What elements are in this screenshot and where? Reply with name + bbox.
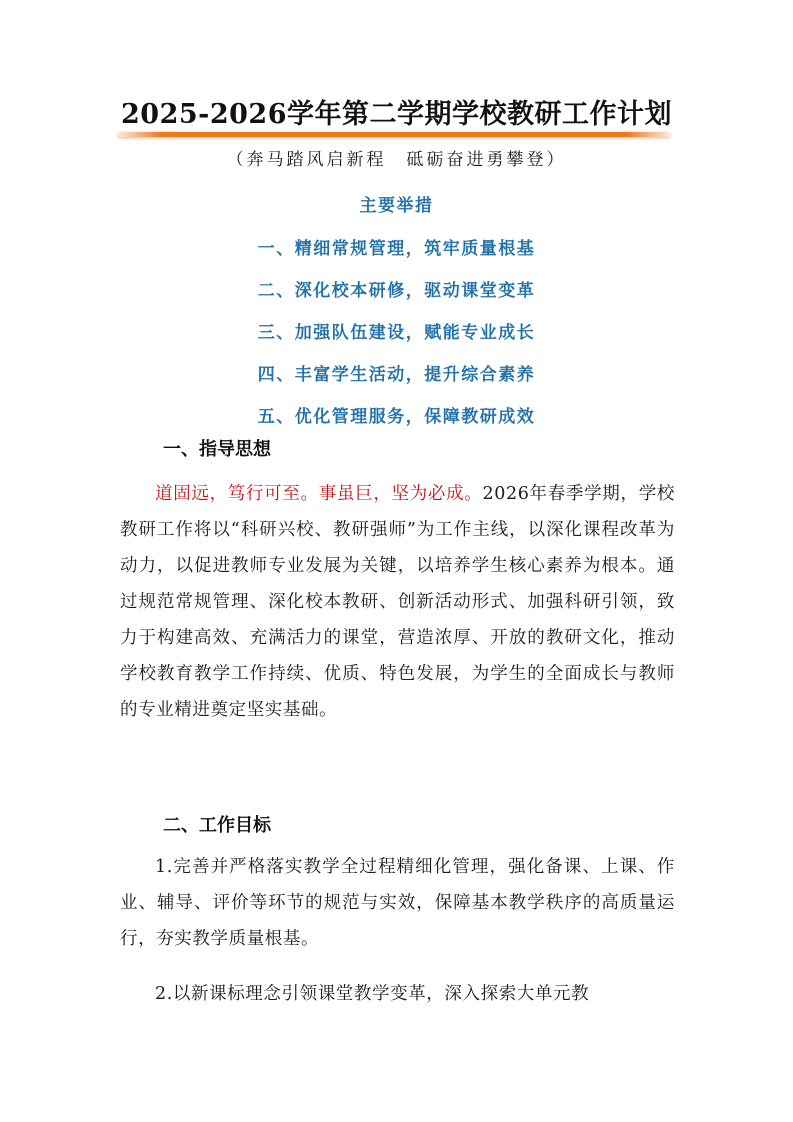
title-underline bbox=[118, 132, 670, 137]
section-heading-guiding-ideology: 一、指导思想 bbox=[163, 439, 271, 460]
main-measures bbox=[0, 193, 793, 438]
highlight-quote: 道固远，笃行可至。事虽巨，坚为必成。 bbox=[155, 484, 483, 504]
document-title: 2025-2026学年第二学期学校教研工作计划 bbox=[121, 99, 672, 130]
goal-item: 1.完善并严格落实教学全过程精细化管理，强化备课、上课、作业、辅导、评价等环节的规范与实效，保障基本教学秩序的高质量运行，夯实教学质量根基。 bbox=[120, 857, 675, 949]
section-heading-work-goals: 二、工作目标 bbox=[163, 815, 271, 836]
measure-item: 三、加强队伍建设，赋能专业成长 bbox=[257, 323, 536, 343]
measure-item: 一、精细常规管理，筑牢质量根基 bbox=[257, 239, 536, 259]
measures-title: 主要举措 bbox=[359, 196, 434, 216]
measure-item: 二、深化校本研修，驱动课堂变革 bbox=[257, 281, 536, 301]
document-subtitle: （奔马踏风启新程 砥砺奋进勇攀登） bbox=[226, 150, 567, 170]
paragraph-body: 2026年春季学期，学校教研工作将以“科研兴校、教研强师”为工作主线，以深化课程改革为动力，以促进教师专业发展为关键，以培养学生核心素养为根本。通过规范常规管理、深化校本教研、创新活动形式、加强科研引领，致力于构建高效、充满活力的课堂，营造浓厚、开放的教研文化，推动学校教育教学工作持续、优质、特色发展，为学生的全面成长与教师的专业精进奠定坚实基础。 bbox=[120, 484, 675, 720]
guiding-ideology-paragraph bbox=[120, 476, 675, 728]
measure-item: 四、丰富学生活动，提升综合素养 bbox=[257, 365, 536, 385]
goal-item: 2.以新课标理念引领课堂教学变革，深入探索大单元教 bbox=[155, 984, 590, 1004]
measure-item: 五、优化管理服务，保障教研成效 bbox=[257, 407, 536, 427]
